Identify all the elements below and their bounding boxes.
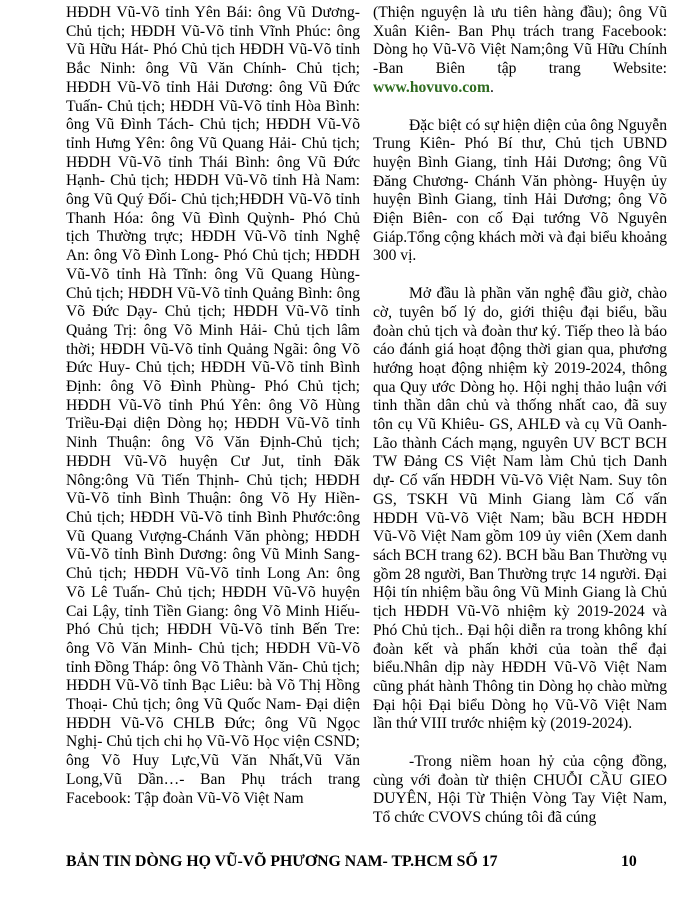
footer-title: BẢN TIN DÒNG HỌ VŨ-VÕ PHƯƠNG NAM- TP.HCM SỐ 17 (66, 853, 498, 870)
right-paragraph-4: -Trong niềm hoan hỷ của cộng đồng, cùng với đoàn từ thiện CHUỖI CẦU GIEO DUYÊN, Hội Từ Thiện Vòng Tay Việt Nam, Tổ chức CVOVS chúng tôi đã cúng (373, 753, 667, 827)
right-paragraph-3: Mở đầu là phần văn nghệ đầu giờ, chào cờ, tuyên bố lý do, giới thiệu đại biểu, bầu đoàn chủ tịch và đoàn thư ký. Tiếp theo là báo cáo đánh giá hoạt động thời gian qua, phương hướng hoạt động nhiệm kỳ 2019-2024, thông qua Quy ước Dòng họ. Hội nghị thảo luận với tinh thần dân chủ và thống nhất cao, đã suy tôn cụ Vũ Khiêu- GS, AHLĐ và cụ Vũ Oanh- Lão thành Cách mạng, nguyên UV BCT BCH TW Đảng CS Việt Nam làm Chủ tịch Danh dự- Cố vấn HĐDH Vũ-Võ Việt Nam. Suy tôn GS, TSKH Vũ Minh Giang làm Cố vấn HĐDH Vũ-Võ Việt Nam; bầu BCH HĐDH Vũ-Võ Việt Nam gồm 109 ủy viên (Xem danh sách BCH trang 62). BCH bầu Ban Thường vụ gồm 28 người, Ban Thường trực 14 người. Đại Hội tín nhiệm bầu ông Vũ Minh Giang là Chủ tịch HĐDH Vũ-Võ nhiệm kỳ 2019-2024 và Phó Chủ tịch.. Đại hội diễn ra trong không khí đoàn kết và phấn khởi của toàn thể đại biểu.Nhân dịp này HĐDH Vũ-Võ Việt Nam cũng phát hành Thông tin Dòng họ chào mừng Đại hội Đại biểu Dòng họ Vũ-Võ Việt Nam lần thứ VIII trước nhiệm kỳ (2019-2024). (373, 285, 667, 733)
right-paragraph-1-end: . (489, 78, 494, 96)
paragraph-gap (373, 734, 667, 753)
right-paragraph-1-text: (Thiện nguyện là ưu tiên hàng đầu); ông Vũ Xuân Kiên- Ban Phụ trách trang Facebook: Dòng họ Vũ-Võ Việt Nam;ông Vũ Hữu Chính -Ban Biên tập trang Website: (373, 4, 667, 78)
right-column (373, 4, 667, 828)
paragraph-gap (373, 98, 667, 117)
left-column (66, 4, 360, 808)
page-number: 10 (621, 853, 637, 870)
right-paragraph-2: Đặc biệt có sự hiện diện của ông Nguyễn Trung Kiên- Phó Bí thư, Chủ tịch UBND huyện Bình Giang, tỉnh Hải Dương; ông Vũ Đăng Chương- Chánh Văn phòng- Huyện ủy huyện Bình Giang, tỉnh Hải Dương; ông Võ Điện Biên- con cố Đại tướng Võ Nguyên Giáp.Tổng cộng khách mời và đại biểu khoảng 300 vị. (373, 116, 667, 265)
website-link[interactable]: www.hovuvo.com (373, 78, 490, 96)
right-paragraph-1 (373, 4, 667, 98)
left-column-paragraph: HĐDH Vũ-Võ tỉnh Yên Bái: ông Vũ Dương- Chủ tịch; HĐDH Vũ-Võ tỉnh Vĩnh Phúc: ông Vũ Hữu Hát- Phó Chủ tịch HĐDH Vũ-Võ tỉnh Bắc Ninh: ông Vũ Văn Chính- Chủ tịch; HĐDH Vũ-Võ tỉnh Hải Dương: ông Vũ Đức Tuấn- Chủ tịch; HĐDH Vũ-Võ tỉnh Hòa Bình: ông Vũ Đình Tách- Chủ tịch; HĐDH Vũ-Võ tỉnh Hưng Yên: ông Vũ Quang Hải- Chủ tịch; HĐDH Vũ-Võ tỉnh Thái Bình: ông Vũ Đức Hạnh- Chủ tịch; HĐDH Vũ-Võ tỉnh Hà Nam: ông Vũ Quý Đối- Chủ tịch;HĐDH Vũ-Võ tỉnh Thanh Hóa: ông Vũ Đình Quỳnh- Phó Chủ tịch Thường trực; HĐDH Vũ-Võ tỉnh Nghệ An: ông Võ Đình Long- Phó Chủ tịch; HĐDH Vũ-Võ tỉnh Hà Tĩnh: ông Vũ Quang Hùng- Chủ tịch; HĐDH Vũ-Võ tỉnh Quảng Bình: ông Võ Đức Dạy- Chủ tịch; HĐDH Vũ-Võ tỉnh Quảng Trị: ông Võ Minh Hải- Chủ tịch lâm thời; HĐDH Vũ-Võ tỉnh Quảng Ngãi: ông Võ Đức Huy- Chủ tịch; HĐDH Vũ-Võ tỉnh Bình Định: ông Võ Đình Phùng- Phó Chủ tịch; HĐDH Vũ-Võ tỉnh Phú Yên: ông Võ Hùng Triều-Đại diện Dòng họ; HĐDH Vũ-Võ tỉnh Ninh Thuận: ông Võ Văn Định-Chủ tịch; HĐDH Vũ-Võ huyện Cư Jut, tỉnh Đăk Nông:ông Vũ Tiến Thịnh- Chủ tịch; HĐDH Vũ-Võ tỉnh Bình Thuận: ông Võ Hy Hiền- Chủ tịch; HĐDH Vũ-Võ tỉnh Bình Phước:ông Vũ Quang Vượng-Chánh Văn phòng; HĐDH Vũ-Võ tỉnh Bình Dương: ông Vũ Minh Sang- Chủ tịch; HĐDH Vũ-Võ tỉnh Long An: ông Võ Lê Tuấn- Chủ tịch; HĐDH Vũ-Võ huyện Cai Lậy, tỉnh Tiền Giang: ông Võ Minh Hiếu- Phó Chủ tịch; HĐDH Vũ-Võ tỉnh Bến Tre: ông Võ Văn Minh- Chủ tịch; HĐDH Vũ-Võ tỉnh Đồng Tháp: ông Võ Thành Văn- Chủ tịch; HĐDH Vũ-Võ tỉnh Bạc Liêu: bà Võ Thị Hồng Thoại- Chủ tịch; ông Vũ Quốc Nam- Đại diện HĐDH Vũ-Võ CHLB Đức; ông Vũ Ngọc Nghị- Chủ tịch chi họ Vũ-Võ Học viện CSND; ông Võ Huy Lực,Vũ Văn Nhất,Vũ Văn Long,Vũ Dần…- Ban Phụ trách trang Facebook: Tập đoàn Vũ-Võ Việt Nam (66, 4, 360, 807)
page-footer (66, 853, 666, 871)
paragraph-gap (373, 266, 667, 285)
